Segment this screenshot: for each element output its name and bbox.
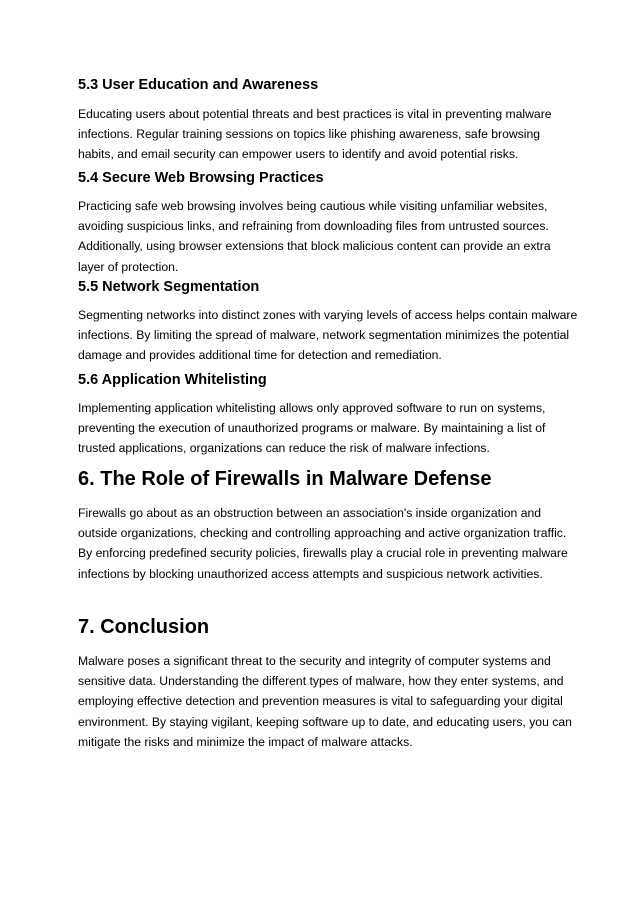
text-line: avoiding suspicious links, and refraining from downloading files from untrusted sources. (78, 219, 549, 234)
section-heading-5-5: 5.5 Network Segmentation (78, 279, 260, 295)
section-heading-5-3: 5.3 User Education and Awareness (78, 77, 319, 93)
text-line: damage and provides additional time for detection and remediation. (78, 348, 442, 363)
text-line: Firewalls go about as an obstruction between an association's inside organization and (78, 506, 542, 520)
text-line: infections by blocking unauthorized access attempts and suspicious network activities. (78, 566, 543, 581)
section-body-6 (78, 503, 568, 584)
text-line: Implementing application whitelisting allows only approved software to run on systems, (78, 401, 546, 415)
section-heading-5-6: 5.6 Application Whitelisting (78, 372, 267, 388)
section-body-5-3 (78, 104, 568, 165)
text-line: Additionally, using browser extensions that block malicious content can provide an extra (78, 239, 551, 254)
text-line: environment. By staying vigilant, keeping software up to date, and educating users, you can (78, 714, 572, 729)
text-line: trusted applications, organizations can reduce the risk of malware infections. (78, 441, 490, 456)
text-line: Malware poses a significant threat to the security and integrity of computer systems and (78, 654, 551, 668)
section-heading-7: 7. Conclusion (78, 616, 210, 638)
text-line: preventing the execution of unauthorized programs or malware. By maintaining a list of (78, 421, 546, 436)
text-line: By enforcing predefined security policies, firewalls play a crucial role in preventing malware (78, 546, 568, 561)
text-line: mitigate the risks and minimize the impact of malware attacks. (78, 734, 413, 749)
section-body-5-5 (78, 305, 578, 366)
text-line: outside organizations, checking and controlling approaching and active organization traffic. (78, 526, 567, 541)
text-line: sensitive data. Understanding the different types of malware, how they enter systems, and (78, 674, 564, 689)
text-line: Segmenting networks into distinct zones with varying levels of access helps contain malware (78, 308, 578, 322)
section-body-5-4 (78, 196, 568, 277)
text-line: Practicing safe web browsing involves being cautious while visiting unfamiliar websites, (78, 199, 548, 213)
section-heading-5-4: 5.4 Secure Web Browsing Practices (78, 170, 324, 186)
text-line: Educating users about potential threats and best practices is vital in preventing malware (78, 107, 552, 121)
text-line: employing effective detection and prevention measures is vital to safeguarding your digital (78, 694, 563, 709)
section-body-7 (78, 651, 572, 752)
text-line: layer of protection. (78, 259, 179, 274)
text-line: infections. Regular training sessions on topics like phishing awareness, safe browsing (78, 127, 541, 142)
section-body-5-6 (78, 398, 568, 459)
section-heading-6: 6. The Role of Firewalls in Malware Defense (78, 468, 492, 490)
text-line: infections. By limiting the spread of malware, network segmentation minimizes the potential (78, 328, 570, 343)
text-line: habits, and email security can empower users to identify and avoid potential risks. (78, 147, 519, 162)
